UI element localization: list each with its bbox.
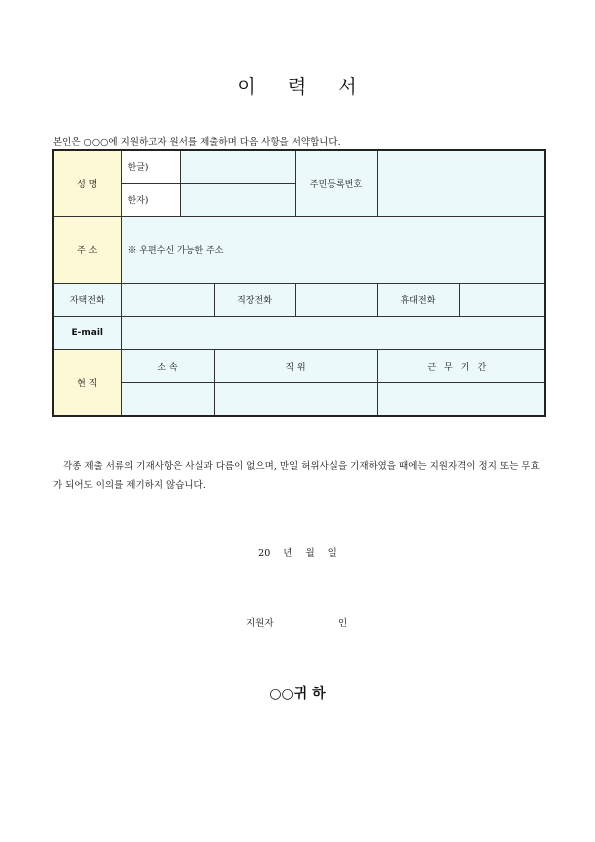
position-label: 직 위 xyxy=(214,350,377,383)
resume-form-table xyxy=(52,149,546,417)
date-line: 20 년 월 일 xyxy=(258,548,337,559)
seal-label: 인 xyxy=(338,618,348,629)
applicant-label: 지원자 xyxy=(246,618,274,629)
office-phone-field[interactable] xyxy=(295,283,377,316)
hanja-label: 한자) xyxy=(121,183,180,216)
address-label: 주 소 xyxy=(53,217,121,284)
email-field[interactable] xyxy=(121,316,545,349)
pledge-paragraph: 각종 제출 서류의 기재사항은 사실과 다름이 없으며, 만일 허위사실을 기재하였을 때에는 지원자격이 정지 또는 무효가 되어도 이의를 제기하지 않습니다. xyxy=(53,461,540,491)
recipient-line: ○○귀 하 xyxy=(269,686,326,702)
affiliation-label: 소 속 xyxy=(121,350,214,383)
position-field[interactable] xyxy=(214,383,377,416)
address-note: ※ 우편수신 가능한 주소 xyxy=(127,246,224,257)
mobile-field[interactable] xyxy=(459,283,545,316)
name-label: 성 명 xyxy=(53,150,121,217)
work-period-field[interactable] xyxy=(377,383,545,416)
hangul-label: 한글) xyxy=(121,150,180,183)
resident-id-field[interactable] xyxy=(377,150,545,217)
hanja-name-field[interactable] xyxy=(180,183,295,216)
resident-id-label: 주민등록번호 xyxy=(295,150,377,217)
mobile-label: 휴대전화 xyxy=(377,283,459,316)
intro-statement: 본인은 ○○○에 지원하고자 원서를 제출하며 다음 사항을 서약합니다. xyxy=(53,137,341,148)
document-title: 이 력 서 xyxy=(237,76,358,98)
email-label: E-mail xyxy=(53,316,121,349)
work-period-label: 근무기간 xyxy=(377,350,545,383)
home-phone-field[interactable] xyxy=(121,283,214,316)
office-phone-label: 직장전화 xyxy=(214,283,295,316)
home-phone-label: 자택전화 xyxy=(53,283,121,316)
hangul-name-field[interactable] xyxy=(180,150,295,183)
affiliation-field[interactable] xyxy=(121,383,214,416)
current-job-label: 현 직 xyxy=(53,350,121,417)
address-field[interactable] xyxy=(121,217,545,284)
